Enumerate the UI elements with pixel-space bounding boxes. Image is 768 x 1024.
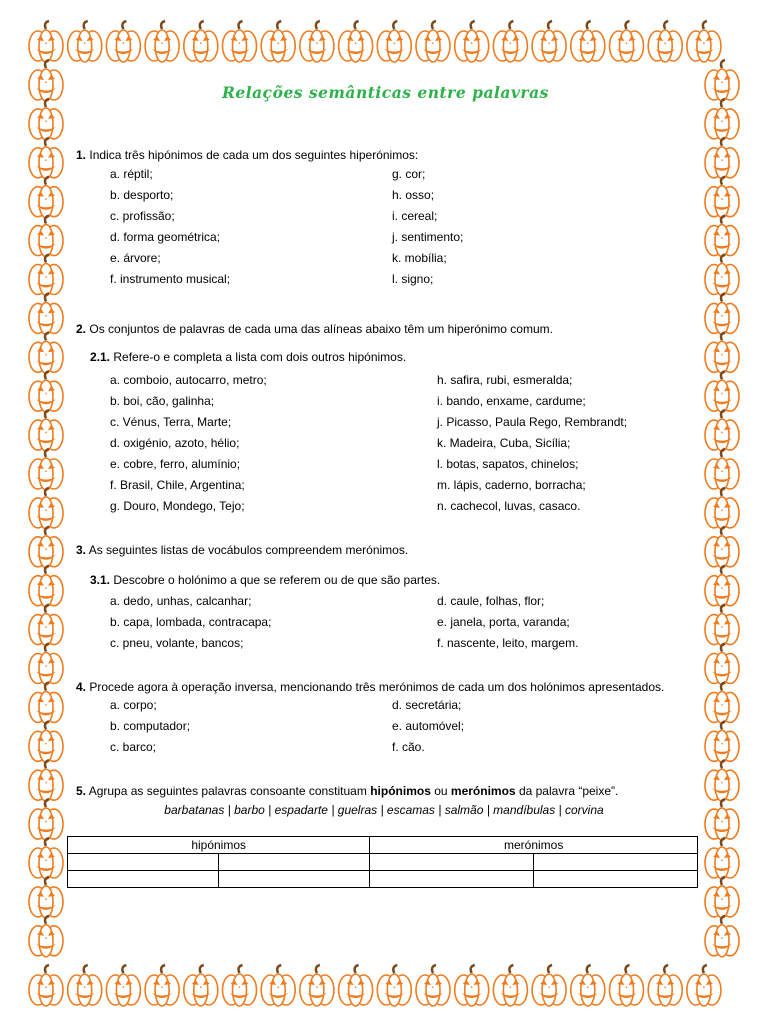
jack-o-lantern-icon bbox=[29, 488, 63, 529]
list-item: a. dedo, unhas, calcanhar; bbox=[110, 594, 252, 608]
jack-o-lantern-icon bbox=[29, 216, 63, 257]
jack-o-lantern-icon bbox=[29, 177, 63, 218]
question-5 bbox=[76, 784, 618, 798]
list-item: b. computador; bbox=[110, 719, 191, 733]
list-item: d. caule, folhas, flor; bbox=[437, 594, 545, 608]
jack-o-lantern-icon bbox=[29, 644, 63, 685]
jack-o-lantern-icon bbox=[29, 410, 63, 451]
list-item: n. cachecol, luvas, casaco. bbox=[437, 499, 581, 513]
jack-o-lantern-icon bbox=[29, 527, 63, 568]
question-number: 2. bbox=[76, 322, 87, 336]
list-item: e. janela, porta, varanda; bbox=[437, 615, 570, 629]
list-item: m. lápis, caderno, borracha; bbox=[437, 478, 586, 492]
answer-cell[interactable] bbox=[219, 871, 370, 888]
list-item: b. desporto; bbox=[110, 188, 174, 202]
list-item: e. cobre, ferro, alumínio; bbox=[110, 457, 241, 471]
question-text-mid: ou bbox=[434, 784, 448, 798]
question-1 bbox=[76, 148, 418, 162]
jack-o-lantern-icon bbox=[29, 21, 63, 62]
jack-o-lantern-icon bbox=[29, 916, 63, 957]
list-item: c. Vénus, Terra, Marte; bbox=[110, 415, 232, 429]
question-4 bbox=[76, 680, 664, 694]
list-item: f. cão. bbox=[392, 740, 425, 754]
question-number: 5. bbox=[76, 784, 87, 798]
answer-cell[interactable] bbox=[68, 871, 219, 888]
answer-cell[interactable] bbox=[534, 871, 698, 888]
header-hiponimos: hipónimos bbox=[68, 837, 370, 854]
jack-o-lantern-icon bbox=[29, 799, 63, 840]
list-item: i. cereal; bbox=[392, 209, 438, 223]
jack-o-lantern-icon bbox=[29, 293, 63, 334]
list-item: c. profissão; bbox=[110, 209, 175, 223]
list-item: l. botas, sapatos, chinelos; bbox=[437, 457, 579, 471]
question-3-1 bbox=[90, 573, 440, 587]
list-item: d. forma geométrica; bbox=[110, 230, 221, 244]
list-item: j. Picasso, Paula Rego, Rembrandt; bbox=[437, 415, 628, 429]
jack-o-lantern-icon bbox=[29, 682, 63, 723]
list-item: k. mobília; bbox=[392, 251, 447, 265]
list-item: i. bando, enxame, cardume; bbox=[437, 394, 586, 408]
jack-o-lantern-icon bbox=[29, 605, 63, 646]
subquestion-number: 2.1. bbox=[90, 350, 111, 364]
question-text: Indica três hipónimos de cada um dos seguintes hiperónimos: bbox=[89, 148, 419, 162]
question-text: Procede agora à operação inversa, mencionando três merónimos de cada um dos holónimos apresentados. bbox=[89, 680, 665, 694]
question-2 bbox=[76, 322, 553, 336]
keyword-meronimos: merónimos bbox=[450, 784, 516, 798]
list-item: e. árvore; bbox=[110, 251, 161, 265]
jack-o-lantern-icon bbox=[29, 449, 63, 490]
jack-o-lantern-icon bbox=[29, 566, 63, 607]
question-number: 1. bbox=[76, 148, 87, 162]
list-item: e. automóvel; bbox=[392, 719, 465, 733]
answer-cell[interactable] bbox=[68, 854, 219, 871]
jack-o-lantern-icon bbox=[29, 371, 63, 412]
question-text: As seguintes listas de vocábulos compreendem merónimos. bbox=[88, 543, 409, 557]
list-item: a. comboio, autocarro, metro; bbox=[110, 373, 267, 387]
list-item: b. boi, cão, galinha; bbox=[110, 394, 215, 408]
list-item: j. sentimento; bbox=[392, 230, 464, 244]
list-item: d. secretária; bbox=[392, 698, 462, 712]
jack-o-lantern-icon bbox=[29, 760, 63, 801]
answer-table bbox=[67, 836, 698, 888]
list-item: g. Douro, Mondego, Tejo; bbox=[110, 499, 245, 513]
list-item: h. safira, rubi, esmeralda; bbox=[437, 373, 573, 387]
subquestion-text: Refere-o e completa a lista com dois outros hipónimos. bbox=[113, 350, 407, 364]
list-item: l. signo; bbox=[392, 272, 434, 286]
question-number: 4. bbox=[76, 680, 87, 694]
subquestion-text: Descobre o holónimo a que se referem ou de que são partes. bbox=[113, 573, 441, 587]
list-item: d. oxigénio, azoto, hélio; bbox=[110, 436, 240, 450]
list-item: c. barco; bbox=[110, 740, 157, 754]
list-item: f. nascente, leito, margem. bbox=[437, 636, 579, 650]
question-2-1 bbox=[90, 350, 406, 364]
worksheet bbox=[72, 0, 712, 1024]
jack-o-lantern-icon bbox=[29, 965, 63, 1006]
subquestion-number: 3.1. bbox=[90, 573, 111, 587]
answer-cell[interactable] bbox=[534, 854, 698, 871]
answer-cell[interactable] bbox=[370, 871, 534, 888]
jack-o-lantern-icon bbox=[29, 60, 63, 101]
jack-o-lantern-icon bbox=[29, 332, 63, 373]
question-3 bbox=[76, 543, 408, 557]
list-item: h. osso; bbox=[392, 188, 435, 202]
answer-cell[interactable] bbox=[219, 854, 370, 871]
list-item: c. pneu, volante, bancos; bbox=[110, 636, 244, 650]
list-item: k. Madeira, Cuba, Sicília; bbox=[437, 436, 571, 450]
list-item: f. Brasil, Chile, Argentina; bbox=[110, 478, 245, 492]
jack-o-lantern-icon bbox=[29, 138, 63, 179]
question-number: 3. bbox=[76, 543, 87, 557]
list-item: a. réptil; bbox=[110, 167, 153, 181]
worksheet-title: Relações semânticas entre palavras bbox=[222, 83, 549, 102]
jack-o-lantern-icon bbox=[29, 877, 63, 918]
answer-cell[interactable] bbox=[370, 854, 534, 871]
list-item: f. instrumento musical; bbox=[110, 272, 231, 286]
keyword-hiponimos: hipónimos bbox=[370, 784, 431, 798]
jack-o-lantern-icon bbox=[29, 99, 63, 140]
jack-o-lantern-icon bbox=[29, 838, 63, 879]
question-text: Os conjuntos de palavras de cada uma das alíneas abaixo têm um hiperónimo comum. bbox=[89, 322, 553, 336]
jack-o-lantern-icon bbox=[29, 255, 63, 296]
word-list: barbatanas | barbo | espadarte | guelras | escamas | salmão | mandíbulas | corvina bbox=[164, 803, 604, 817]
list-item: a. corpo; bbox=[110, 698, 157, 712]
list-item: b. capa, lombada, contracapa; bbox=[110, 615, 272, 629]
header-meronimos: merónimos bbox=[370, 837, 698, 854]
question-text: Agrupa as seguintes palavras consoante constituam bbox=[88, 784, 367, 798]
jack-o-lantern-icon bbox=[29, 721, 63, 762]
question-text-end: da palavra “peixe”. bbox=[518, 784, 619, 798]
list-item: g. cor; bbox=[392, 167, 426, 181]
